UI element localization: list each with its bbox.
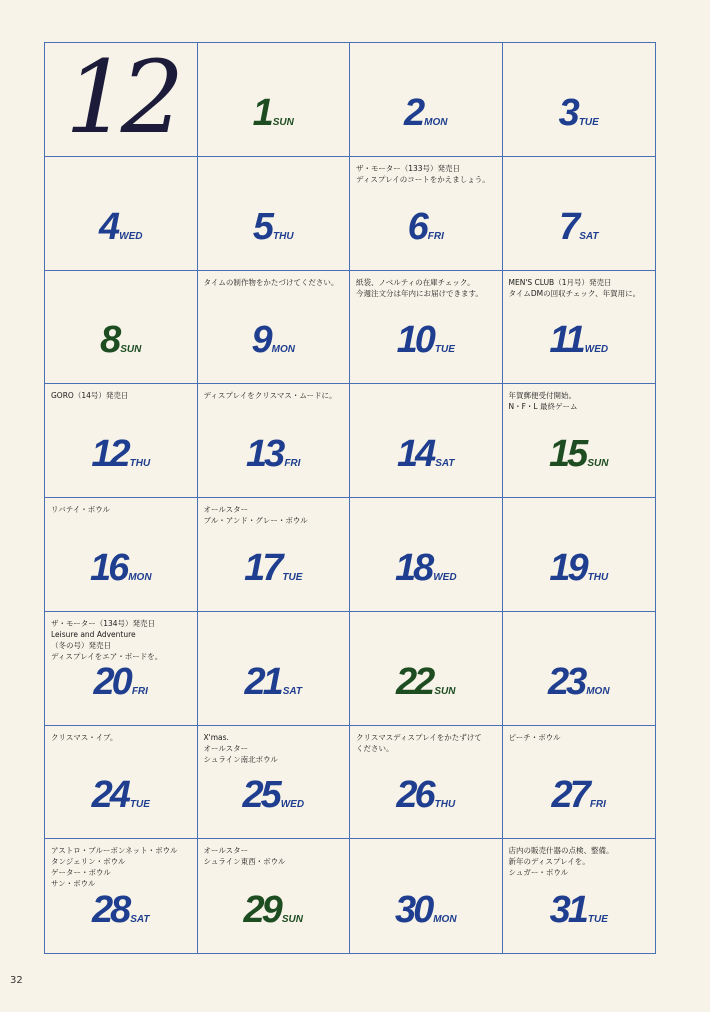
day-cell (503, 839, 656, 953)
day-note (356, 277, 498, 299)
day-date (350, 546, 502, 589)
day-of-week: TUE (434, 344, 455, 356)
day-number: 26 (396, 774, 433, 817)
note-line: シュガー・ボウル (508, 868, 569, 878)
day-of-week: SUN (272, 116, 294, 128)
day-date (198, 891, 350, 929)
day-date (45, 319, 197, 362)
day-of-week: THU (434, 799, 456, 811)
day-cell (45, 157, 198, 271)
day-note (356, 732, 498, 754)
day-cell (198, 43, 351, 157)
day-number: 9 (251, 319, 270, 362)
day-cell (350, 498, 503, 612)
day-cell (350, 612, 503, 726)
day-cell (198, 157, 351, 271)
day-number: 31 (549, 889, 586, 931)
day-number: 8 (100, 319, 119, 362)
note-line: GORO（14号）発売日 (51, 391, 129, 401)
day-of-week: MON (586, 685, 610, 697)
day-number: 15 (549, 433, 586, 475)
note-line: ザ・モーター（134号）発売日 (51, 618, 156, 628)
day-date (198, 660, 350, 703)
day-cell (503, 384, 656, 498)
day-number: 5 (252, 205, 272, 248)
day-number: 17 (244, 546, 281, 589)
day-cell (503, 157, 656, 271)
day-date (350, 435, 502, 473)
day-cell (45, 384, 198, 498)
day-of-week: TUE (129, 799, 150, 811)
day-number: 3 (558, 91, 577, 134)
day-date (350, 319, 502, 362)
day-of-week: SUN (281, 914, 303, 925)
day-of-week: MON (128, 571, 152, 583)
note-line: 紙袋、ノベルティの在庫チェック。 (356, 277, 475, 287)
month-number: 12 (65, 43, 177, 156)
day-of-week: SUN (587, 458, 609, 469)
day-of-week: FRI (284, 458, 301, 469)
day-of-week: MON (271, 344, 295, 356)
calendar-grid (44, 42, 656, 954)
day-cell (198, 498, 351, 612)
day-cell (45, 271, 198, 385)
day-of-week: WED (119, 230, 143, 242)
day-date (350, 891, 502, 929)
note-line: サン・ボウル (51, 879, 96, 889)
day-number: 29 (243, 889, 280, 931)
note-line: オールスター (203, 743, 249, 753)
note-line: N・F・L 最終ゲーム (508, 402, 578, 412)
day-number: 19 (549, 546, 586, 589)
day-of-week: THU (587, 571, 609, 583)
day-date (503, 891, 656, 929)
day-date (350, 660, 502, 703)
day-of-week: SAT (282, 685, 303, 697)
month-cell (45, 43, 198, 157)
day-of-week: MON (424, 116, 448, 128)
note-line: タイムの制作物をかたづけてください。 (203, 277, 339, 287)
note-line: MEN'S CLUB（1月号）発売日 (508, 277, 612, 287)
day-cell (45, 839, 198, 953)
day-number: 28 (91, 889, 129, 931)
day-date (503, 319, 656, 362)
day-note (204, 277, 346, 288)
day-cell (198, 271, 351, 385)
day-cell (350, 384, 503, 498)
day-date (350, 91, 502, 134)
day-of-week: SAT (579, 230, 599, 242)
note-line: 新年のディスプレイを。 (508, 857, 590, 867)
day-number: 30 (394, 889, 432, 931)
day-of-week: WED (433, 571, 457, 583)
day-number: 6 (407, 205, 426, 248)
day-of-week: WED (584, 344, 609, 356)
day-note (204, 732, 346, 765)
note-line: アストロ・ブルーボンネット・ボウル (51, 846, 178, 856)
note-line: ください。 (356, 743, 394, 753)
note-line: ピーチ・ボウル (508, 732, 561, 742)
day-cell (45, 498, 198, 612)
note-line: オールスター (203, 846, 249, 856)
day-date (198, 319, 350, 362)
note-line: ディスプレイのコートをかえましょう。 (356, 174, 490, 184)
day-cell (350, 271, 503, 385)
note-line: シュライン東西・ボウル (203, 857, 286, 867)
note-line: オールスター (203, 505, 249, 514)
note-line: クリスマス・イブ。 (51, 732, 118, 742)
day-date (198, 91, 350, 134)
day-number: 11 (549, 319, 583, 362)
note-line: クリスマスディスプレイをかたずけて (356, 732, 482, 742)
day-of-week: SUN (434, 685, 456, 697)
note-line: ザ・モーター（133号）発売日 (356, 163, 461, 173)
day-note (204, 390, 346, 401)
day-cell (198, 839, 351, 953)
day-date (503, 774, 656, 817)
note-line: タイムDMの回収チェック、年賀用に。 (508, 288, 641, 298)
day-date (198, 435, 350, 473)
note-line: タンジェリン・ボウル (51, 857, 126, 867)
day-note (51, 390, 193, 401)
day-date (45, 435, 197, 473)
note-line: 今週注文分は年内にお届けできます。 (356, 288, 483, 298)
day-cell (350, 157, 503, 271)
day-cell (350, 43, 503, 157)
day-date (503, 91, 656, 134)
day-of-week: FRI (131, 685, 148, 697)
day-cell (198, 384, 351, 498)
day-of-week: SUN (120, 344, 142, 356)
day-cell (503, 43, 656, 157)
day-of-week: MON (433, 914, 457, 925)
day-number: 10 (396, 319, 433, 362)
day-date (45, 891, 197, 929)
note-line: X'mas. (203, 732, 229, 742)
day-cell (503, 612, 656, 726)
day-number: 16 (89, 546, 127, 589)
day-cell (503, 498, 656, 612)
day-note (51, 618, 193, 662)
day-number: 7 (559, 205, 578, 248)
day-date (45, 774, 197, 817)
day-date (198, 205, 350, 248)
day-date (45, 546, 197, 589)
day-of-week: SAT (435, 458, 455, 469)
day-date (45, 660, 197, 703)
day-note (204, 845, 346, 867)
day-date (45, 205, 197, 248)
day-number: 23 (547, 660, 585, 703)
day-number: 13 (246, 433, 283, 475)
day-note (509, 277, 652, 299)
day-of-week: SAT (130, 914, 150, 925)
note-line: （冬の号）発売日 (51, 640, 111, 650)
day-number: 21 (244, 660, 281, 703)
day-note (51, 845, 193, 889)
day-number: 1 (252, 91, 271, 134)
note-line: ブル・アンド・グレー・ボウル (203, 516, 308, 525)
note-line: 店内の販売什器の点検、整備。 (508, 846, 614, 856)
day-of-week: TUE (282, 571, 303, 583)
day-note (51, 732, 193, 743)
day-note (51, 504, 193, 515)
day-number: 27 (551, 774, 588, 817)
day-date (503, 660, 656, 703)
day-of-week: FRI (589, 799, 606, 811)
day-number: 2 (404, 91, 423, 134)
day-date (503, 435, 656, 473)
day-number: 18 (394, 546, 432, 589)
day-date (198, 774, 350, 817)
note-line: リバテイ・ボウル (51, 505, 111, 514)
note-line: ディスプレイをエア・ボードを。 (51, 651, 163, 661)
day-date (350, 205, 502, 248)
day-number: 22 (396, 660, 433, 703)
day-of-week: THU (129, 458, 151, 469)
day-of-week: TUE (578, 116, 599, 128)
day-number: 20 (93, 660, 130, 703)
day-cell (198, 726, 351, 840)
day-note (204, 504, 346, 526)
day-of-week: WED (280, 799, 305, 811)
day-date (198, 546, 350, 589)
day-cell (503, 726, 656, 840)
day-cell (503, 271, 656, 385)
day-number: 14 (396, 433, 434, 475)
day-number: 24 (91, 774, 128, 817)
page-number: 32 (10, 975, 23, 986)
note-line: ゲーター・ボウル (51, 868, 111, 878)
day-note (356, 163, 498, 185)
day-date (350, 774, 502, 817)
day-date (503, 205, 656, 248)
note-line: 年賀郵便受付開始。 (508, 391, 576, 401)
day-of-week: THU (273, 230, 294, 242)
day-note (509, 845, 652, 878)
note-line: ディスプレイをクリスマス・ムードに。 (203, 391, 337, 401)
day-cell (350, 839, 503, 953)
day-number: 25 (242, 774, 279, 817)
day-of-week: FRI (427, 230, 444, 242)
day-date (503, 546, 656, 589)
day-number: 12 (91, 433, 128, 475)
day-of-week: TUE (587, 914, 608, 925)
day-number: 4 (99, 205, 118, 248)
day-cell (198, 612, 351, 726)
day-note (509, 732, 652, 743)
note-line: シュライン南北ボウル (203, 754, 278, 764)
day-note (509, 390, 652, 412)
day-cell (45, 612, 198, 726)
note-line: Leisure and Adventure (51, 629, 136, 639)
day-cell (350, 726, 503, 840)
day-cell (45, 726, 198, 840)
